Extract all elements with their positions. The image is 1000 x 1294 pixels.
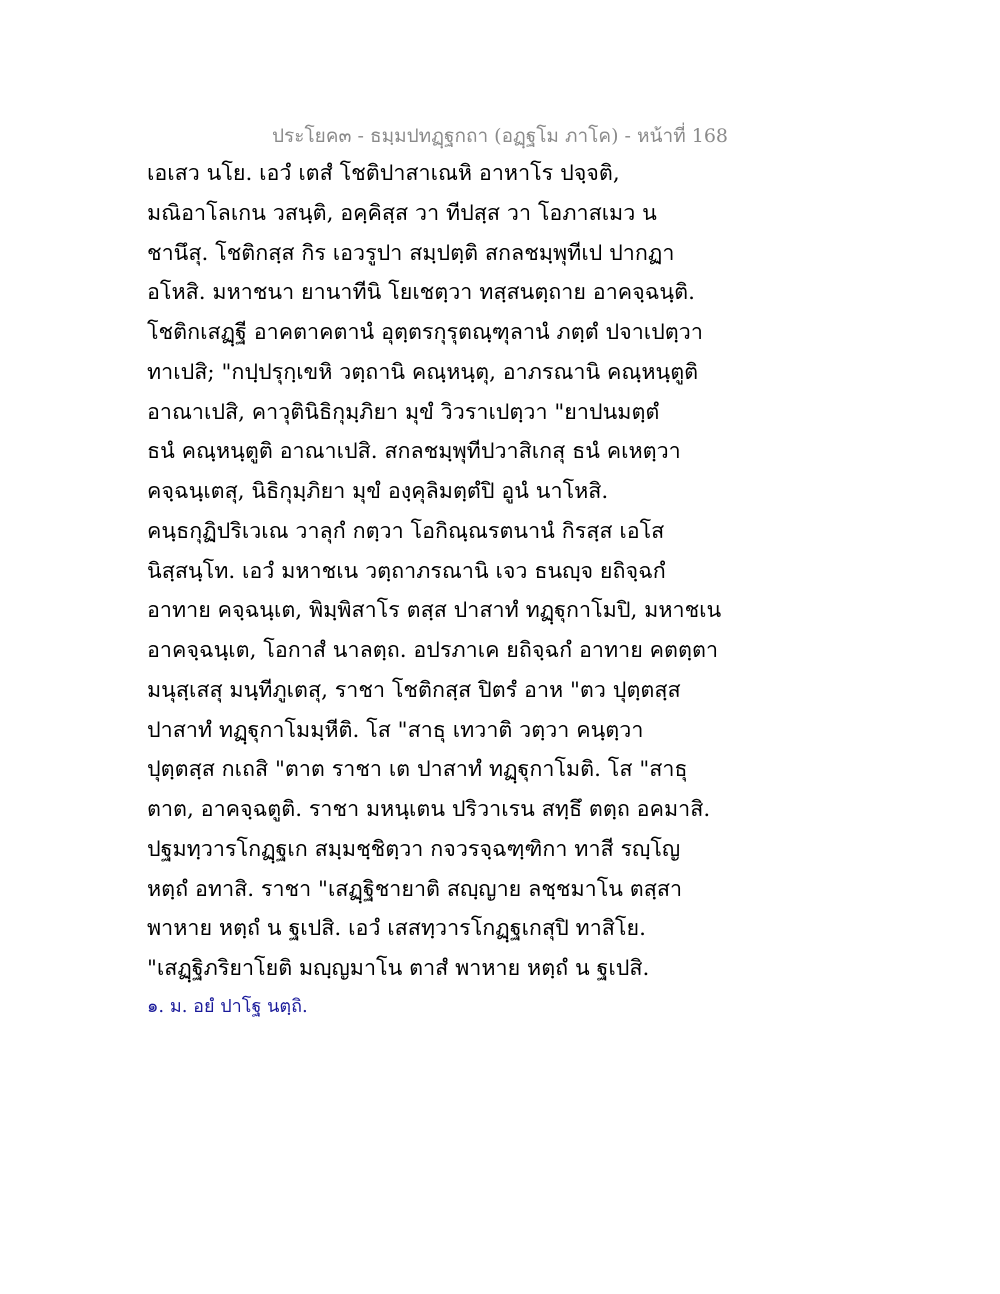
body-line: อโหสิ. มหาชนา ยานาทีนิ โยเชตฺวา ทสฺสนตฺถาย อาคจฺฉนฺติ.	[147, 280, 695, 306]
body-line: นิสฺสนฺโท. เอวํ มหาชเน วตฺถาภรณานิ เจว ธนญฺจ ยถิจฺฉกํ	[147, 558, 666, 584]
body-line: ตาต, อาคจฺฉตูติ. ราชา มหนฺเตน ปริวาเรน สทฺธึ ตตฺถ อคมาสิ.	[147, 797, 711, 822]
body-line: มณิอาโลเกน วสนฺติ, อคฺคิสฺส วา ทีปสฺส วา โอภาสเมว น	[147, 200, 657, 226]
body-line: ทาเปสิ; "กปฺปรุกฺเขหิ วตฺถานิ คณฺหนฺตุ, อาภรณานิ คณฺหนฺตูติ	[147, 359, 699, 385]
body-line: ปุตฺตสฺส กเถสิ "ตาต ราชา เต ปาสาทํ ทฏฺฐุกาโมติ. โส "สาธุ	[147, 757, 688, 783]
body-line: คนฺธกุฏิปริเวเณ วาลุกํ กตฺวา โอกิณฺณรตนานํ กิรสฺส เอโส	[147, 518, 665, 544]
running-header: ประโยค๓ - ธมฺมปทฏฺฐกถา (อฏฺฐโม ภาโค) - หน้าที่ 168	[271, 125, 729, 147]
body-line: ปาสาทํ ทฏฺฐุกาโมมฺหีติ. โส "สาธุ เทวาติ วตฺวา คนฺตฺวา	[147, 717, 644, 743]
body-line: อาทาย คจฺฉนฺเต, พิมฺพิสาโร ตสฺส ปาสาทํ ทฏฺฐุกาโมปิ, มหาชเน	[147, 598, 722, 624]
body-line: อาณาเปสิ, คาวุตินิธิกุมฺภิยา มุขํ วิวราเปตฺวา "ยาปนมตฺตํ	[147, 399, 660, 425]
body-line: มนุสฺเสสุ มนฺทีภูเตสุ, ราชา โชติกสฺส ปิตรํ อาห "ตว ปุตฺตสฺส	[147, 677, 681, 703]
body-line: คจฺฉนฺเตสุ, นิธิกุมฺภิยา มุขํ องฺคุลิมตฺตํปิ อูนํ นาโหสิ.	[147, 479, 609, 504]
body-line: โชติกเสฏฺฐี อาคตาคตานํ อุตฺตรกุรุตณฺฑุลานํ ภตฺตํ ปจาเปตฺวา	[147, 320, 703, 345]
body-line: เอเสว นโย. เอวํ เตสํ โชติปาสาเณหิ อาหาโร ปจฺจติ,	[147, 161, 620, 186]
body-line: ปฐมทฺวารโกฏฺฐเก สมฺมชฺชิตฺวา กจวรจฺฉฑฺฑิกา ทาสี รญฺโญ	[147, 836, 681, 862]
body-line: ธนํ คณฺหนฺตูติ อาณาเปสิ. สกลชมฺพุทีปวาสิเกสุ ธนํ คเหตฺวา	[147, 439, 681, 465]
body-line: อาคจฺฉนฺเต, โอกาสํ นาลตฺถ. อปรภาเค ยถิจฺฉกํ อาทาย คตตฺตา	[147, 638, 719, 663]
footnote: ๑. ม. อยํ ปาโฐ นตฺถิ.	[147, 996, 308, 1017]
body-text	[147, 157, 722, 992]
body-line: พาหาย หตฺถํ น ฐเปสิ. เอวํ เสสทฺวารโกฏฺฐเกสุปิ ทาสิโย.	[147, 916, 646, 942]
body-line: ชานึสุ. โชติกสฺส กิร เอวรูปา สมฺปตฺติ สกลชมฺพุทีเป ปากฏา	[147, 240, 675, 266]
body-line: หตฺถํ อทาสิ. ราชา "เสฏฺฐิชายาติ สญฺญาย ลชฺชมาโน ตสฺสา	[147, 876, 683, 902]
body-line: "เสฏฺฐิภริยาโยติ มญฺญมาโน ตาสํ พาหาย หตฺถํ น ฐเปสิ.	[147, 956, 650, 981]
